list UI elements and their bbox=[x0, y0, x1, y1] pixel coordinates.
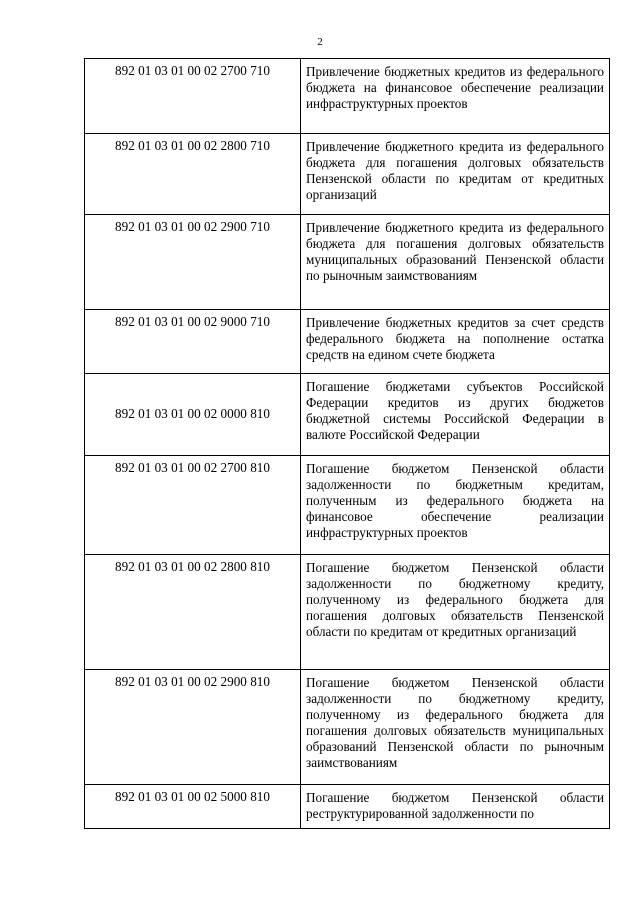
table-row bbox=[85, 456, 610, 555]
budget-description: Погашение бюджетом Пензенской области задолженности по бюджетным кредитам, полученным из федерального бюджета на финансовое обеспечение реализации инфраструктурных проектов bbox=[301, 456, 610, 555]
budget-code: 892 01 03 01 00 02 9000 710 bbox=[85, 310, 301, 374]
table-row bbox=[85, 670, 610, 785]
budget-code: 892 01 03 01 00 02 0000 810 bbox=[85, 374, 301, 456]
budget-code: 892 01 03 01 00 02 2800 710 bbox=[85, 134, 301, 215]
budget-description: Погашение бюджетом Пензенской области задолженности по бюджетному кредиту, полученному из федерального бюджета для погашения долговых обязательств Пензенской области по кредитам от кредитных организаций bbox=[301, 555, 610, 670]
table-row bbox=[85, 555, 610, 670]
table-row bbox=[85, 785, 610, 829]
budget-description: Привлечение бюджетных кредитов за счет средств федерального бюджета на пополнение остатка средств на едином счете бюджета bbox=[301, 310, 610, 374]
table-row bbox=[85, 215, 610, 310]
budget-code: 892 01 03 01 00 02 2900 710 bbox=[85, 215, 301, 310]
budget-description: Погашение бюджетами субъектов Российской Федерации кредитов из других бюджетов бюджетной системы Российской Федерации в валюте Российской Федерации bbox=[301, 374, 610, 456]
table-row bbox=[85, 134, 610, 215]
budget-description: Привлечение бюджетных кредитов из федерального бюджета на финансовое обеспечение реализации инфраструктурных проектов bbox=[301, 59, 610, 134]
table-row bbox=[85, 310, 610, 374]
table-row bbox=[85, 374, 610, 456]
budget-code: 892 01 03 01 00 02 2800 810 bbox=[85, 555, 301, 670]
budget-description: Привлечение бюджетного кредита из федерального бюджета для погашения долговых обязательств Пензенской области по кредитам от кредитных организаций bbox=[301, 134, 610, 215]
budget-description: Погашение бюджетом Пензенской области задолженности по бюджетному кредиту, полученному из федерального бюджета для погашения долговых обязательств муниципальных образований Пензенской области по рыночным заимствованиям bbox=[301, 670, 610, 785]
budget-code: 892 01 03 01 00 02 2700 710 bbox=[85, 59, 301, 134]
page-number: 2 bbox=[317, 36, 323, 48]
budget-description: Привлечение бюджетного кредита из федерального бюджета для погашения долговых обязательств муниципальных образований Пензенской области по рыночным заимствованиям bbox=[301, 215, 610, 310]
budget-code: 892 01 03 01 00 02 5000 810 bbox=[85, 785, 301, 829]
budget-description: Погашение бюджетом Пензенской области реструктурированной задолженности по bbox=[301, 785, 610, 829]
budget-codes-table bbox=[84, 58, 610, 829]
table-row bbox=[85, 59, 610, 134]
budget-code: 892 01 03 01 00 02 2700 810 bbox=[85, 456, 301, 555]
budget-code: 892 01 03 01 00 02 2900 810 bbox=[85, 670, 301, 785]
